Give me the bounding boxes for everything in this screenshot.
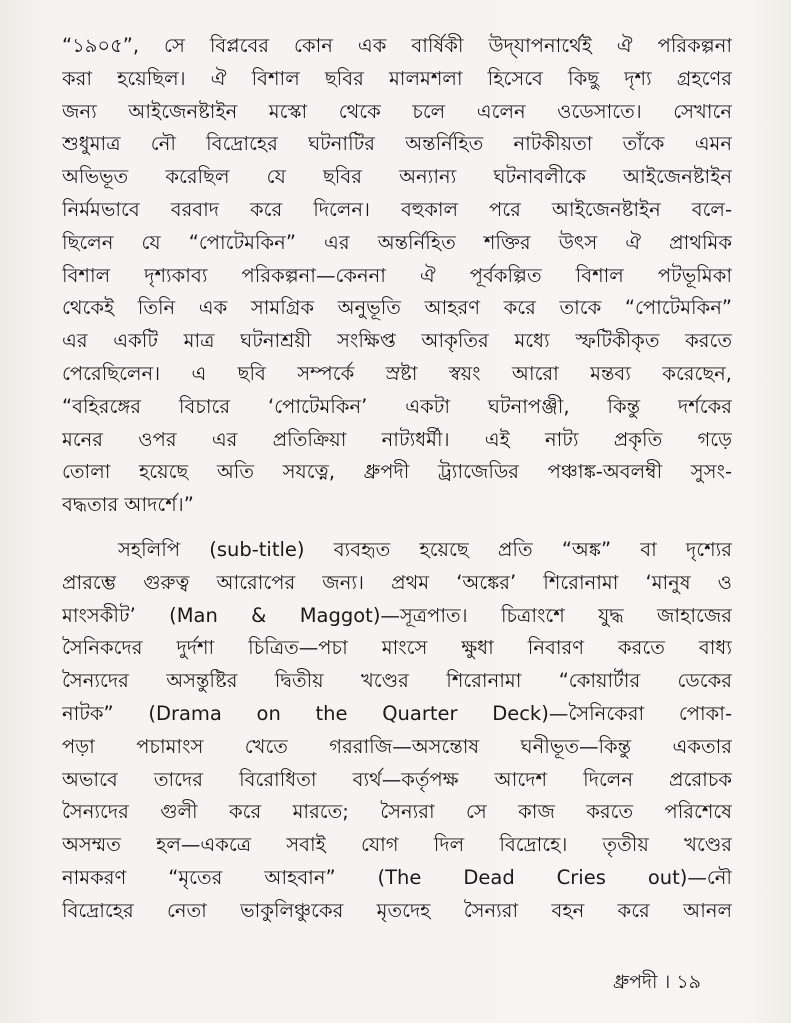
paragraph-2: [62, 534, 732, 928]
text-line: তোলা হয়েছে অতি সযত্নে, ধ্রুপদী ট্র্যাজেডির পঞ্চাঙ্ক-অবলম্বী সুসং-: [62, 460, 732, 484]
page-footer: [613, 968, 701, 1000]
text-line: থেকেই তিনি এক সামগ্রিক অনুভূতি আহরণ করে তাকে “পোটেমকিন”: [62, 296, 732, 320]
text-line: “১৯০৫”, সে বিপ্লবের কোন এক বার্ষিকী উদ্‌যাপনার্থেই ঐ পরিকল্পনা: [62, 34, 732, 57]
text-line: এর একটি মাত্র ঘটনাশ্রয়ী সংক্ষিপ্ত আকৃতির মধ্যে স্ফটিকীকৃত করতে: [62, 329, 732, 353]
text-line: শুধুমাত্র নৌ বিদ্রোহের ঘটনাটির অন্তর্নিহিত নাটকীয়তা তাঁকে এমন: [62, 132, 732, 156]
text-line: মনের ওপর এর প্রতিক্রিয়া নাট্যধর্মী। এই নাট্য প্রকৃতি গড়ে: [62, 427, 732, 451]
text-line: “বহিরঙ্গের বিচারে ‘পোটেমকিন’ একটা ঘটনাপঞ্জী, কিন্তু দর্শকের: [62, 394, 732, 418]
text-line: অসম্মত হল—একত্রে সবাই যোগ দিল বিদ্রোহে। তৃতীয় খণ্ডের: [62, 833, 732, 857]
text-line: নির্মমভাবে বরবাদ করে দিলেন। বহুকাল পরে আইজেনষ্টাইন বলে-: [62, 197, 732, 221]
text-line: সৈন্যদের অসন্তুষ্টির দ্বিতীয় খণ্ডের শিরোনামা “কোয়ার্টার ডেকের: [62, 669, 732, 693]
text-line: জন্য আইজেনষ্টাইন মস্কো থেকে চলে এলেন ওডেসাতে। সেখানে: [62, 99, 732, 123]
text-line: পেরেছিলেন। এ ছবি সম্পর্কে স্রষ্টা স্বয়ং আরো মন্তব্য করেছেন,: [62, 361, 732, 385]
footer-separator: ।: [663, 971, 671, 993]
text-line: ছিলেন যে “পোটেমকিন” এর অন্তর্নিহিত শক্তির উৎস ঐ প্রাথমিক: [62, 230, 732, 254]
text-line: প্রারম্ভে গুরুত্ব আরোপের জন্য। প্রথম ‘অঙ্কের’ শিরোনামা ‘মানুষ ও: [62, 570, 732, 594]
text-line: করা হয়েছিল। ঐ বিশাল ছবির মালমশলা হিসেবে কিছু দৃশ্য গ্রহণের: [62, 66, 732, 90]
text-line: সৈনিকদের দুর্দশা চিত্রিত—পচা মাংসে ক্ষুধা নিবারণ করতে বাধ্য: [62, 636, 732, 660]
book-title: ধ্রুপদী: [612, 971, 658, 993]
body-text: [62, 30, 732, 928]
text-line: বিদ্রোহের নেতা ভাকুলিঞ্চুকের মৃতদেহ সৈন্যরা বহন করে আনল: [62, 898, 732, 922]
text-line: বিশাল দৃশ্যকাব্য পরিকল্পনা—কেননা ঐ পূর্বকল্পিত বিশাল পটভূমিকা: [62, 263, 732, 287]
paragraph-1: [62, 30, 732, 522]
text-line: বদ্ধতার আদর্শে।”: [62, 493, 194, 517]
text-line: পড়া পচামাংস খেতে গররাজি—অসন্তোষ ঘনীভূত—কিন্তু একতার: [62, 734, 732, 758]
text-line: অভিভূত করেছিল যে ছবির অন্যান্য ঘটনাবলীকে আইজেনষ্টাইন: [62, 165, 732, 189]
text-line: অভাবে তাদের বিরোধিতা ব্যর্থ—কর্তৃপক্ষ আদেশ দিলেন প্ররোচক: [62, 767, 732, 791]
text-line: মাংসকীট’ (Man & Maggot)—সূত্রপাত। চিত্রাংশে যুদ্ধ জাহাজের: [62, 603, 732, 627]
text-line: নাটক” (Drama on the Quarter Deck)—সৈনিকেরা পোকা-: [62, 701, 732, 725]
text-line: সৈন্যদের গুলী করে মারতে; সৈন্যরা সে কাজ করতে পরিশেষে: [62, 800, 732, 824]
text-line: সহলিপি (sub-title) ব্যবহৃত হয়েছে প্রতি “অঙ্ক” বা দৃশ্যের: [118, 537, 732, 561]
page-number: ১৯: [676, 971, 701, 993]
paragraph-gap: [62, 522, 732, 534]
text-line: নামকরণ “মৃতের আহবান” (The Dead Cries out)—নৌ: [62, 865, 732, 889]
